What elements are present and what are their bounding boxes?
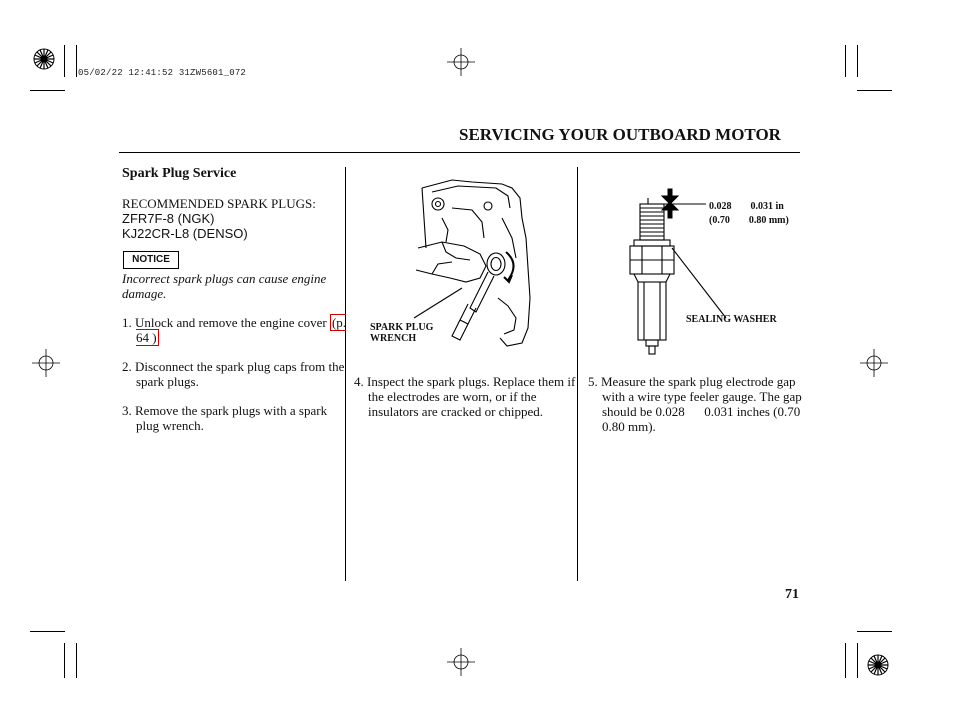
step-2: 2. Disconnect the spark plug caps from the spark plugs. (122, 359, 345, 389)
notice-badge: NOTICE (123, 251, 179, 269)
page-number: 71 (785, 587, 799, 602)
gap-inch-max: 0.031 in (750, 201, 784, 212)
plug-model-denso: KJ22CR-L8 (DENSO) (122, 226, 248, 241)
gap-mm-min: (0.70 (709, 215, 730, 226)
step-4: 4. Inspect the spark plugs. Replace them if the electrodes are worn, or if the insulators are cracked or chipped. (354, 374, 576, 419)
notice-text: Incorrect spark plugs can cause engine damage. (122, 271, 327, 301)
crosshair-top-icon (446, 47, 476, 77)
step-1 (122, 315, 351, 345)
gap-inch-min: 0.028 (709, 201, 732, 212)
recommended-label: RECOMMENDED SPARK PLUGS: (122, 196, 316, 211)
sealing-washer-label: SEALING WASHER (686, 314, 777, 325)
step-5: 5. Measure the spark plug electrode gap with a wire type feeler gauge. The gap should be 0.028 0.031 inches (0.70 0.80 mm). (588, 374, 820, 434)
section-title: Spark Plug Service (122, 166, 237, 181)
crosshair-left-icon (31, 348, 61, 378)
crosshair-right-icon (859, 348, 889, 378)
page-header-title: SERVICING YOUR OUTBOARD MOTOR (459, 125, 781, 144)
wrench-label-line-1: SPARK PLUG (370, 322, 434, 333)
wrench-label-line-2: WRENCH (370, 333, 417, 344)
gap-label-inches (709, 201, 784, 212)
gap-label-mm (709, 215, 789, 226)
recommended-plugs-block (122, 196, 316, 241)
crosshair-bottom-icon (446, 647, 476, 677)
registration-target-top-left-icon (30, 45, 58, 73)
wrench-figure-label (370, 322, 433, 344)
step-3: 3. Remove the spark plugs with a spark plug wrench. (122, 403, 328, 433)
gap-mm-max: 0.80 mm) (748, 215, 789, 226)
header-rule (119, 152, 800, 153)
print-timestamp: 05/02/22 12:41:52 31ZW5601_072 (78, 68, 247, 78)
registration-target-bottom-right-icon (864, 651, 892, 679)
step-1-text: 1. Unlock and remove the engine cover (122, 315, 327, 330)
plug-model-ngk: ZFR7F-8 (NGK) (122, 211, 215, 226)
page-reference-link[interactable]: (p. 64 ) (136, 315, 347, 345)
